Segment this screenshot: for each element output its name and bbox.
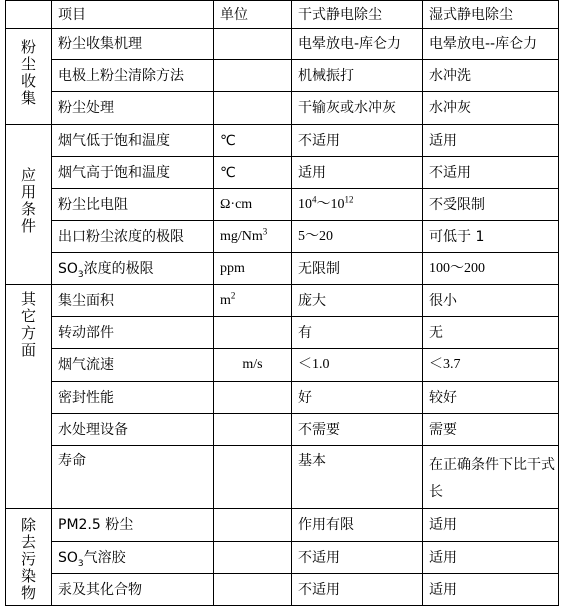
row-item: 转动部件	[52, 317, 214, 349]
row-unit	[214, 542, 292, 574]
row-item: 粉尘收集机理	[52, 29, 214, 60]
row-item: 烟气流速	[52, 349, 214, 382]
row-dry	[292, 189, 423, 221]
row-unit	[214, 414, 292, 446]
row-dry: 有	[292, 317, 423, 349]
row-wet: 适用	[423, 542, 559, 574]
row-dry: 庞大	[292, 285, 423, 317]
table-row	[6, 29, 559, 60]
row-item: PM2.5 粉尘	[52, 509, 214, 542]
table-row	[6, 157, 559, 189]
value-exponent: 4	[312, 193, 317, 204]
row-unit	[214, 285, 292, 317]
header-row	[6, 1, 559, 29]
row-unit	[214, 509, 292, 542]
row-dry: 不需要	[292, 414, 423, 446]
section-text: 其它方面	[20, 290, 36, 359]
row-unit: ℃	[214, 125, 292, 157]
formula-suffix: 浓度的极限	[83, 260, 154, 277]
row-wet: 适用	[423, 574, 559, 606]
table-row	[6, 542, 559, 574]
unit-base: m	[220, 292, 231, 308]
value-exponent: 12	[344, 193, 354, 204]
unit-exponent: 3	[262, 225, 268, 236]
table-row	[6, 446, 559, 509]
row-unit: Ω·cm	[214, 189, 292, 221]
row-wet: 较好	[423, 382, 559, 414]
table-row	[6, 317, 559, 349]
corner-cell	[6, 1, 52, 29]
row-dry: 5～20	[292, 221, 423, 253]
row-wet: 可低于 1	[423, 221, 559, 253]
formula-suffix: 气溶胶	[83, 549, 126, 566]
table-row	[6, 253, 559, 285]
row-dry: ＜1.0	[292, 349, 423, 382]
row-wet: ＜3.7	[423, 349, 559, 382]
row-item: 密封性能	[52, 382, 214, 414]
row-dry: 作用有限	[292, 509, 423, 542]
row-wet: 电晕放电--库仑力	[423, 29, 559, 60]
section-text: 应用条件	[20, 166, 36, 235]
formula-subscript: 3	[77, 558, 84, 569]
row-unit: ppm	[214, 253, 292, 285]
row-unit	[214, 382, 292, 414]
row-unit: m/s	[214, 349, 292, 382]
table-row	[6, 92, 559, 125]
value-base: 10	[330, 196, 345, 212]
row-wet: 适用	[423, 125, 559, 157]
value-separator: ～	[316, 196, 331, 212]
table-row	[6, 509, 559, 542]
table-row	[6, 189, 559, 221]
unit-exponent: 2	[230, 289, 236, 300]
comparison-table	[5, 0, 559, 606]
row-dry: 电晕放电-库仑力	[292, 29, 423, 60]
section-label-collect	[6, 29, 52, 125]
row-item: 寿命	[52, 446, 214, 509]
row-wet: 在正确条件下比干式长	[423, 446, 559, 509]
row-item: 集尘面积	[52, 285, 214, 317]
row-wet: 水冲灰	[423, 92, 559, 125]
row-item	[52, 542, 214, 574]
row-item: 汞及其化合物	[52, 574, 214, 606]
row-item: 粉尘比电阻	[52, 189, 214, 221]
table-row	[6, 285, 559, 317]
row-unit	[214, 29, 292, 60]
table-row	[6, 125, 559, 157]
section-label-other	[6, 285, 52, 509]
row-dry: 基本	[292, 446, 423, 509]
row-wet: 100～200	[423, 253, 559, 285]
header-dry: 干式静电除尘	[292, 1, 423, 29]
row-unit: ℃	[214, 157, 292, 189]
row-dry: 机械振打	[292, 60, 423, 92]
row-item	[52, 253, 214, 285]
table-row	[6, 349, 559, 382]
row-dry: 不适用	[292, 542, 423, 574]
formula-subscript: 3	[77, 269, 84, 280]
table-row	[6, 414, 559, 446]
row-item: 粉尘处理	[52, 92, 214, 125]
table-row	[6, 60, 559, 92]
row-wet: 不适用	[423, 157, 559, 189]
row-unit	[214, 446, 292, 509]
table-row	[6, 574, 559, 606]
row-dry: 适用	[292, 157, 423, 189]
row-wet: 适用	[423, 509, 559, 542]
section-text: 粉尘收集	[20, 38, 36, 107]
section-label-apply	[6, 125, 52, 285]
row-dry: 无限制	[292, 253, 423, 285]
row-item: 烟气低于饱和温度	[52, 125, 214, 157]
row-item: 水处理设备	[52, 414, 214, 446]
unit-base: mg/Nm	[220, 228, 263, 244]
row-wet: 无	[423, 317, 559, 349]
row-dry: 干输灰或水冲灰	[292, 92, 423, 125]
row-unit	[214, 317, 292, 349]
formula-base: SO	[58, 260, 78, 277]
header-unit: 单位	[214, 1, 292, 29]
formula-base: SO	[58, 549, 78, 566]
row-wet: 很小	[423, 285, 559, 317]
row-unit	[214, 92, 292, 125]
row-wet: 水冲洗	[423, 60, 559, 92]
row-dry: 不适用	[292, 574, 423, 606]
table-row	[6, 221, 559, 253]
table-row	[6, 382, 559, 414]
header-item: 项目	[52, 1, 214, 29]
row-wet: 需要	[423, 414, 559, 446]
row-unit	[214, 221, 292, 253]
section-label-remove	[6, 509, 52, 606]
row-dry: 好	[292, 382, 423, 414]
row-dry: 不适用	[292, 125, 423, 157]
row-item: 烟气高于饱和温度	[52, 157, 214, 189]
header-wet: 湿式静电除尘	[423, 1, 559, 29]
row-unit	[214, 60, 292, 92]
row-item: 电极上粉尘清除方法	[52, 60, 214, 92]
row-unit	[214, 574, 292, 606]
section-text: 除去污染物	[20, 516, 36, 602]
row-item: 出口粉尘浓度的极限	[52, 221, 214, 253]
row-wet: 不受限制	[423, 189, 559, 221]
value-base: 10	[298, 196, 312, 212]
